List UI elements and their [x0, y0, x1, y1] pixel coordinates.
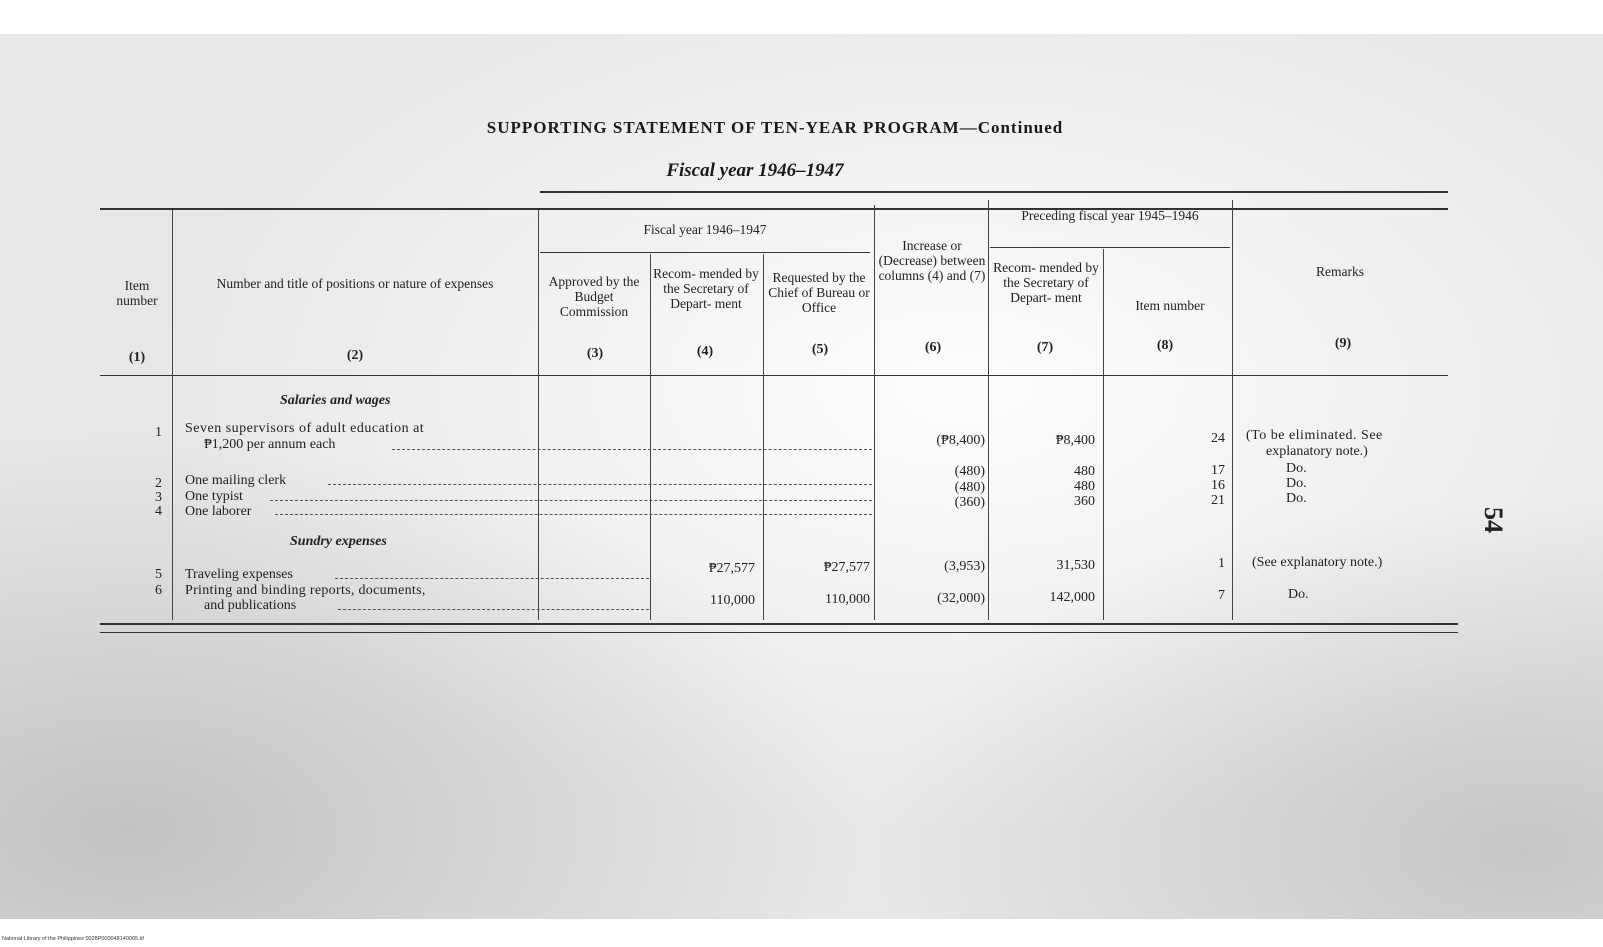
row-1-remarks: (To be eliminated. See	[1246, 428, 1383, 443]
col-divider-1	[172, 210, 173, 620]
row-5-item: 5	[155, 567, 162, 582]
row-4-leader	[275, 514, 872, 515]
row-6-leader	[338, 609, 649, 610]
header-fiscal-group: Fiscal year 1946–1947	[643, 222, 767, 237]
row-6-desc: Printing and binding reports, documents,	[185, 583, 426, 598]
scan-footer: National Library of the Philippines 0028P000048140065.tif	[2, 936, 144, 942]
row-2-prev-recommended: 480	[1074, 464, 1095, 479]
header-preceding-group: Preceding fiscal year 1945–1946	[1021, 208, 1199, 223]
preceding-group-rule	[990, 247, 1230, 248]
col-number-8: (8)	[1156, 338, 1174, 353]
row-1-desc-cont: ₱1,200 per annum each	[204, 437, 336, 452]
row-1-remarks-cont: explanatory note.)	[1266, 444, 1368, 459]
header-increase: Increase or (Decrease) between columns (4) and (7)	[878, 238, 986, 283]
row-5-remarks: (See explanatory note.)	[1252, 555, 1383, 570]
table-bottom-rule	[100, 623, 1458, 625]
row-5-recommended: ₱27,577	[708, 561, 755, 576]
col-number-4: (4)	[696, 344, 714, 359]
page-title: SUPPORTING STATEMENT OF TEN-YEAR PROGRAM—Continued	[486, 118, 1064, 137]
row-1-increase: (₱8,400)	[936, 433, 985, 448]
col-number-3: (3)	[586, 346, 604, 361]
col-divider-6	[988, 200, 989, 620]
section-sundry: Sundry expenses	[290, 534, 387, 549]
fiscal-group-rule	[540, 252, 870, 253]
header-bottom-rule	[100, 375, 1448, 376]
row-6-prev-recommended: 142,000	[1049, 590, 1095, 605]
row-5-increase: (3,953)	[944, 559, 985, 574]
header-remarks: Remarks	[1316, 264, 1364, 279]
row-1-item: 1	[155, 425, 162, 440]
row-4-remarks: Do.	[1286, 491, 1307, 506]
row-2-prev-item: 17	[1211, 463, 1225, 478]
section-salaries: Salaries and wages	[280, 393, 391, 408]
row-4-item: 4	[155, 504, 162, 519]
top-rule-right	[540, 191, 1448, 193]
row-2-desc: One mailing clerk	[185, 473, 287, 488]
col-number-1: (1)	[128, 350, 146, 365]
page-number: 54	[1479, 507, 1508, 533]
header-item-number: Item number	[116, 278, 158, 308]
row-6-requested: 110,000	[825, 592, 870, 607]
row-6-increase: (32,000)	[937, 591, 985, 606]
row-1-leader	[392, 449, 872, 450]
row-3-increase: (480)	[954, 480, 985, 495]
col-number-5: (5)	[811, 342, 829, 357]
header-approved: Approved by the Budget Commission	[548, 274, 640, 319]
row-3-remarks: Do.	[1286, 476, 1307, 491]
row-3-prev-recommended: 480	[1074, 479, 1095, 494]
row-6-recommended: 110,000	[710, 593, 755, 608]
col-number-2: (2)	[346, 348, 364, 363]
row-5-desc: Traveling expenses	[185, 567, 293, 582]
row-4-increase: (360)	[954, 495, 985, 510]
row-2-increase: (480)	[954, 464, 985, 479]
row-1-desc: Seven supervisors of adult education at	[185, 421, 425, 436]
row-5-requested: ₱27,577	[823, 560, 870, 575]
row-3-item: 3	[155, 490, 162, 505]
row-4-desc: One laborer	[185, 504, 252, 519]
row-6-item: 6	[155, 583, 162, 598]
row-4-prev-item: 21	[1211, 493, 1225, 508]
row-3-desc: One typist	[185, 489, 243, 504]
row-4-prev-recommended: 360	[1074, 494, 1095, 509]
row-5-leader	[335, 578, 649, 579]
col-divider-3	[650, 254, 651, 620]
page-subtitle: Fiscal year 1946–1947	[666, 160, 844, 181]
row-1-prev-recommended: ₱8,400	[1055, 433, 1095, 448]
row-6-desc-cont: and publications	[204, 598, 297, 613]
table-top-rule	[100, 208, 1448, 210]
row-3-prev-item: 16	[1211, 478, 1225, 493]
row-2-item: 2	[155, 476, 162, 491]
table-bottom-rule-2	[100, 632, 1458, 633]
row-3-leader	[270, 500, 872, 501]
header-requested: Requested by the Chief of Bureau or Office	[768, 270, 870, 315]
col-number-6: (6)	[924, 340, 942, 355]
col-number-7: (7)	[1036, 340, 1054, 355]
row-5-prev-recommended: 31,530	[1056, 558, 1095, 573]
header-recommended: Recom- mended by the Secretary of Depart- ment	[653, 266, 759, 311]
row-6-remarks: Do.	[1288, 587, 1309, 602]
row-6-prev-item: 7	[1218, 588, 1225, 603]
header-positions: Number and title of positions or nature of expenses	[216, 276, 494, 291]
row-2-remarks: Do.	[1286, 461, 1307, 476]
header-prev-item-number: Item number	[1135, 298, 1205, 313]
col-divider-5	[874, 205, 875, 620]
header-prev-recommended: Recom- mended by the Secretary of Depart- ment	[993, 260, 1099, 305]
row-2-leader	[328, 484, 872, 485]
col-divider-8	[1232, 200, 1233, 620]
col-divider-4	[763, 254, 764, 620]
row-5-prev-item: 1	[1218, 556, 1225, 571]
col-number-9: (9)	[1334, 336, 1352, 351]
col-divider-2	[538, 210, 539, 620]
col-divider-7	[1103, 249, 1104, 620]
row-1-prev-item: 24	[1211, 431, 1225, 446]
